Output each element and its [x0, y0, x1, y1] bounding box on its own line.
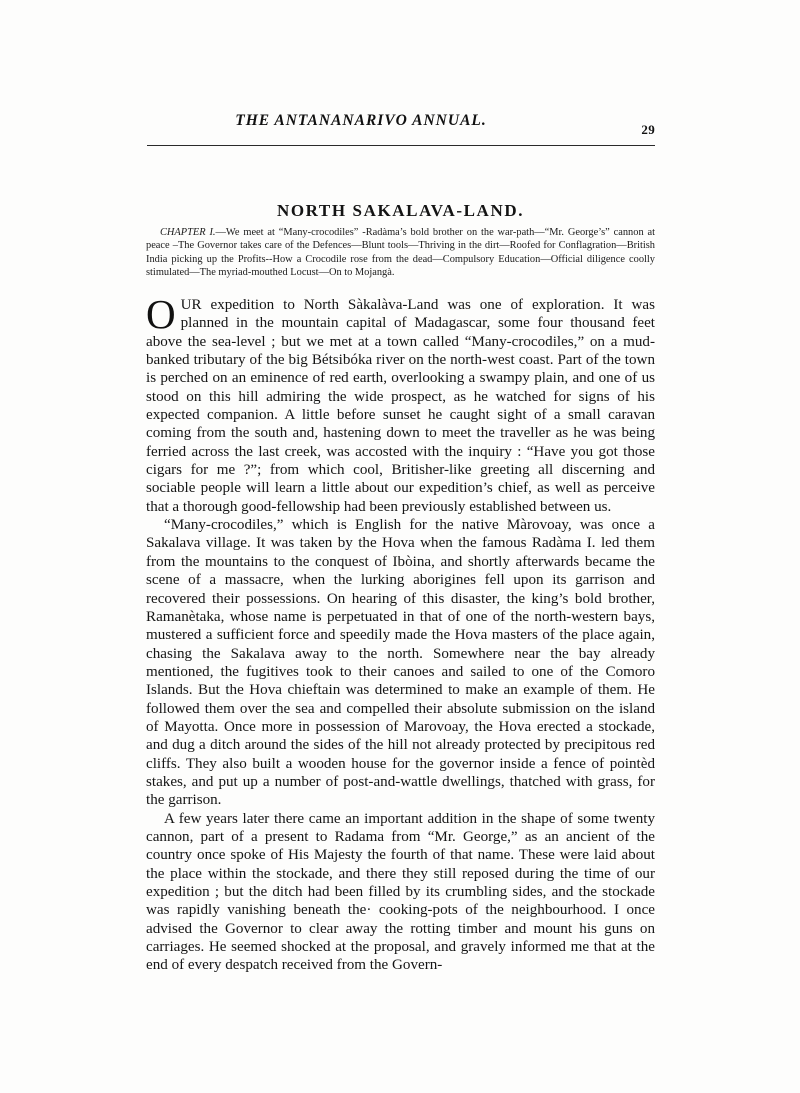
article-title: NORTH SAKALAVA-LAND. — [276, 201, 525, 221]
paragraph-1 — [146, 291, 655, 516]
header-rule — [147, 145, 655, 146]
chapter-label: CHAPTER I. — [160, 227, 216, 238]
paragraph-3: A few years later there came an important addition in the shape of some twenty cannon, part of a present to Radama from “Mr. George,” as an ancient of the country once spoke of His Majesty the fourth of that name. These were laid about the place within the stockade, and there they still reposed during the time of our expedition ; but the ditch had been filled by its crumbling sides, and the stockade was rapidly vanishing beneath the· cooking-pots of the neighbourhood. I once advised the Governor to clear away the rotting timber and mount his guns on carriages. He seemed shocked at the proposal, and gravely informed me that at the end of every despatch received from the Govern- — [146, 810, 655, 974]
body-text — [146, 291, 655, 975]
running-head-title: THE ANTANANARIVO ANNUAL. — [235, 112, 487, 129]
paragraph-2: “Many-crocodiles,” which is English for the native Màrovoay, was once a Sakalava village. It was taken by the Hova when the famous Radàma I. led them from the mountains to the conquest of Ibòina, and shortly afterwards became the scene of a massacre, when the lurking aborigines fell upon its garrison and recovered their possessions. On hearing of this disaster, the king’s bold brother, Ramanètaka, whose name is perpetuated in that of one of the north-western bays, mustered a sufficient force and speedily made the Hova masters of the place again, chasing the Sakalava away to the north. Somewhere near the bay already mentioned, the fugitives took to their canoes and sailed to one of the Comoro Islands. But the Hova chieftain was determined to make an example of them. He followed them over the sea and compelled their absolute submission on the island of Mayotta. Once more in possession of Marovoay, the Hova erected a stockade, and dug a ditch around the sides of the hill not already protected by precipitous red cliffs. They also built a wooden house for the governor inside a fence of pointèd stakes, and put up a number of post-and-wattle dwellings, thatched with grass, for the garrison. — [146, 517, 655, 809]
page-number: 29 — [641, 122, 655, 137]
drop-cap: O — [146, 291, 176, 337]
running-head — [146, 112, 655, 142]
chapter-argument-text: —We meet at “Many-crocodiles” -Radàma’s bold brother on the war-path—“Mr. George’s” cannon at peace –The Governor takes care of the Defences—Blunt tools—Thriving in the dirt—Roofed for Conflagration—British India picking up the Profits--How a Crocodile rose from the dead—Compulsory Education—Official diligence coolly stimulated—The myriad-mouthed Locust—On to Mojangà. — [146, 227, 656, 279]
paragraph-1-text: UR expedition to North Sàkalàva-Land was one of exploration. It was planned in the mountain capital of Madagascar, some four thousand feet above the sea-level ; but we met at a town called “Many-crocodiles,” on a mud-banked tributary of the big Bétsibóka river on the north-west coast. Part of the town is perched on an eminence of red earth, overlooking a swampy plain, and one of us stood on this hill admiring the wide prospect, as he watched for signs of his expected companion. A little before sunset he caught sight of a small caravan coming from the south and, hastening down to meet the traveller as he was being ferried across the last creek, was accosted with the inquiry : “Have you got those cigars for me ?”; from which cool, Britisher-like greeting all discerning and sociable people will learn a little about our expedition’s chief, as well as perceive that a thorough good-fellowship had been previously established between us. — [146, 297, 655, 515]
chapter-argument — [146, 226, 655, 280]
